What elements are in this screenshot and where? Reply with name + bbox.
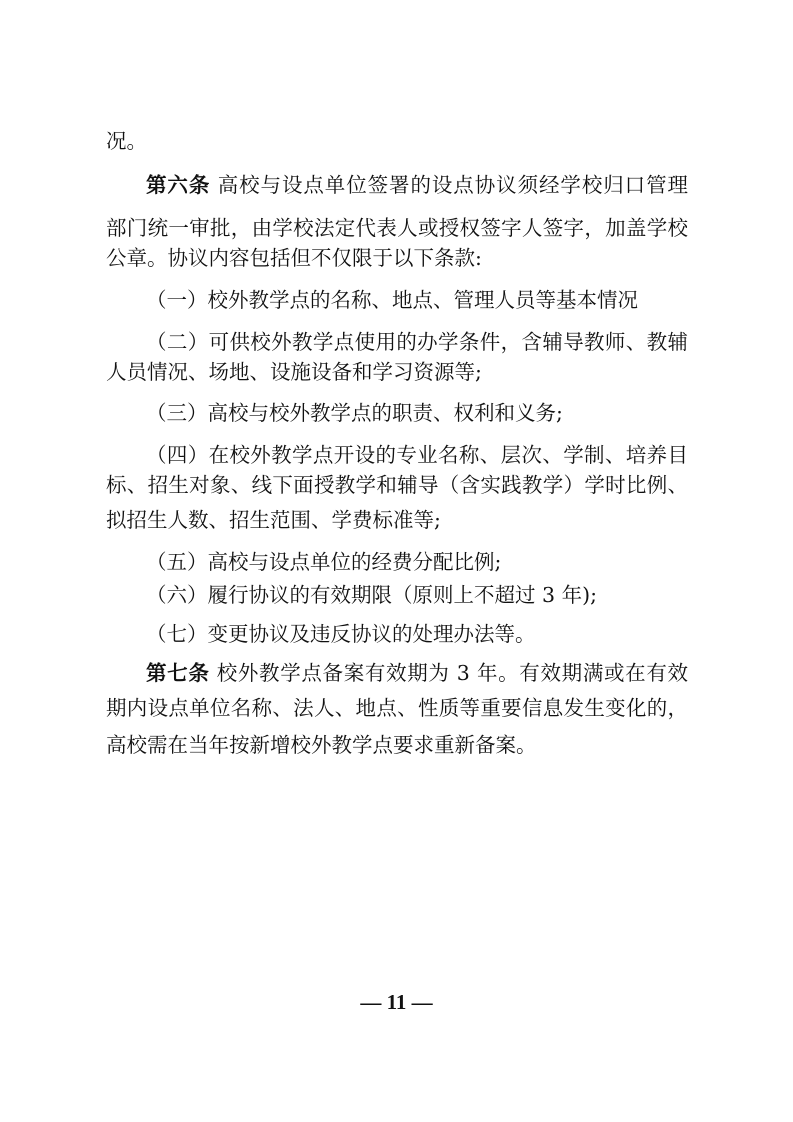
text-line: 校外教学点备案有效期为 3 年。有效期满或在有效 xyxy=(216,661,688,685)
text-line: 高校与设点单位签署的设点协议须经学校归口管理 xyxy=(217,173,688,197)
text-line: 拟招生人数、招生范围、学费标准等; xyxy=(106,508,441,532)
clause-item: （三）高校与校外教学点的职责、权利和义务; xyxy=(146,401,563,425)
article-heading: 第七条 xyxy=(146,661,210,685)
clause-item: （一）校外教学点的名称、地点、管理人员等基本情况 xyxy=(146,288,638,312)
text-line: 标、招生对象、线下面授教学和辅导（含实践教学）学时比例、 xyxy=(106,473,688,497)
clause-item: （六）履行协议的有效期限（原则上不超过 3 年); xyxy=(146,583,597,607)
text-line: 公章。协议内容包括但不仅限于以下条款: xyxy=(106,246,482,270)
text-line: 期内设点单位名称、法人、地点、性质等重要信息发生变化的， xyxy=(106,696,688,720)
article-7-line xyxy=(146,658,688,688)
text-line: 况。 xyxy=(106,129,147,153)
clause-item: （二）可供校外教学点使用的办学条件，含辅导教师、教辅 xyxy=(146,330,688,354)
article-heading: 第六条 xyxy=(146,173,211,197)
article-6-line xyxy=(146,170,688,200)
clause-item: （四）在校外教学点开设的专业名称、层次、学制、培养目 xyxy=(146,443,688,467)
clause-item: （七）变更协议及违反协议的处理办法等。 xyxy=(146,622,536,646)
page-number: — 11 — xyxy=(360,990,433,1014)
text-line: 高校需在当年按新增校外教学点要求重新备案。 xyxy=(106,733,537,757)
clause-item: （五）高校与设点单位的经费分配比例; xyxy=(146,550,502,574)
text-line: 部门统一审批，由学校法定代表人或授权签字人签字，加盖学校 xyxy=(106,216,688,240)
text-line: 人员情况、场地、设施设备和学习资源等; xyxy=(106,360,482,384)
